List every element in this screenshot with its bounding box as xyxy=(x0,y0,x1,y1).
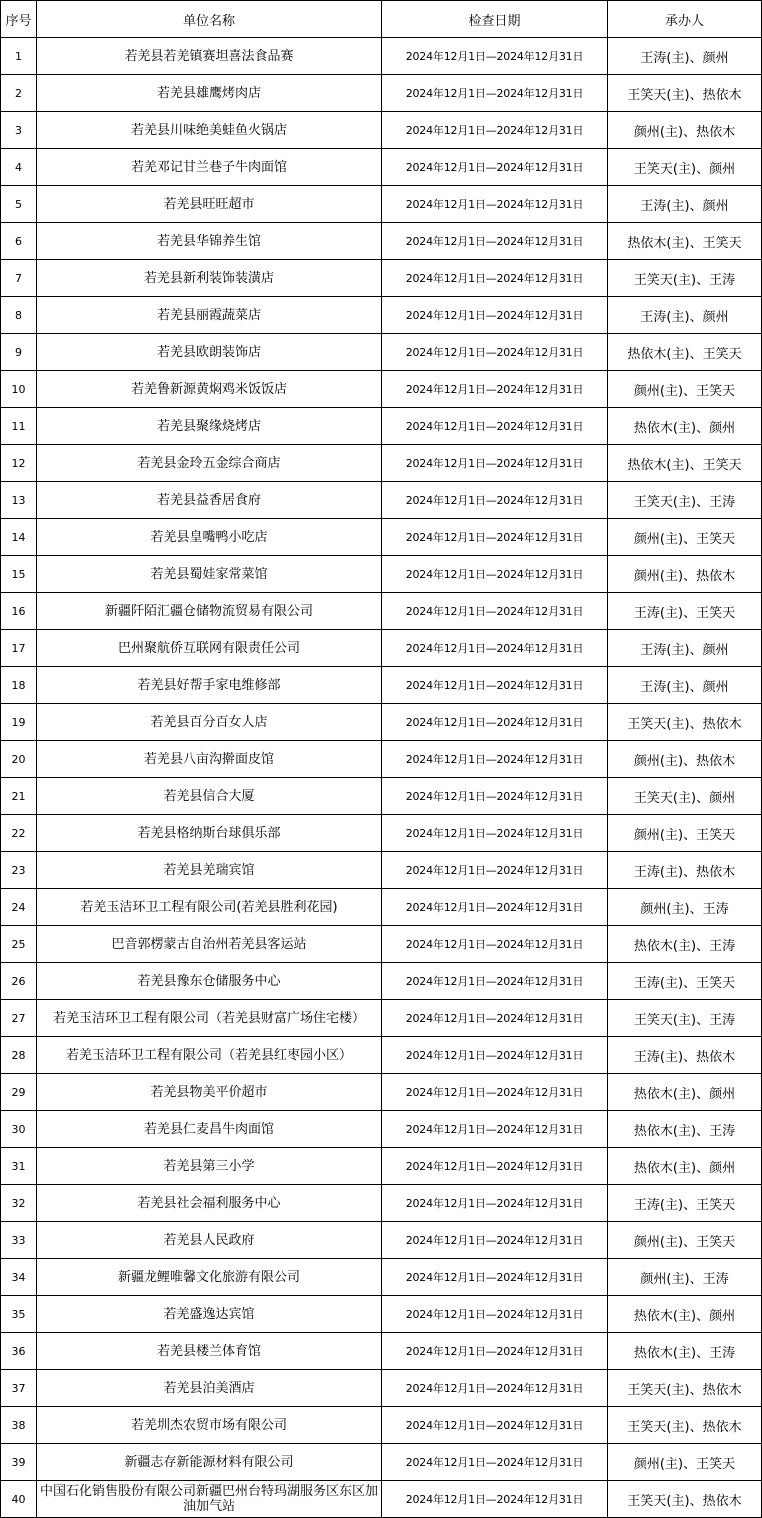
serial-number-cell: 23 xyxy=(1,852,37,889)
responsible-staff-cell: 热依木(主)、王涛 xyxy=(608,926,762,963)
serial-number-cell: 10 xyxy=(1,371,37,408)
unit-name-cell: 若羌县人民政府 xyxy=(37,1222,382,1259)
table-row xyxy=(1,1148,762,1185)
serial-number-cell: 32 xyxy=(1,1185,37,1222)
responsible-staff-cell: 热依木(主)、王涛 xyxy=(608,1111,762,1148)
unit-name-cell: 若羌县好帮手家电维修部 xyxy=(37,667,382,704)
table-row xyxy=(1,334,762,371)
responsible-staff-cell: 王涛(主)、王笑天 xyxy=(608,593,762,630)
responsible-staff-cell: 热依木(主)、王笑天 xyxy=(608,445,762,482)
inspection-date-cell: 2024年12月1日—2024年12月31日 xyxy=(382,741,608,778)
inspection-date-cell: 2024年12月1日—2024年12月31日 xyxy=(382,186,608,223)
inspection-date-cell: 2024年12月1日—2024年12月31日 xyxy=(382,1037,608,1074)
unit-name-cell: 若羌县丽霞蔬菜店 xyxy=(37,297,382,334)
unit-name-cell: 若羌县仁麦昌牛肉面馆 xyxy=(37,1111,382,1148)
inspection-date-cell: 2024年12月1日—2024年12月31日 xyxy=(382,1481,608,1518)
inspection-date-cell: 2024年12月1日—2024年12月31日 xyxy=(382,1000,608,1037)
unit-name-cell: 若羌县豫东仓储服务中心 xyxy=(37,963,382,1000)
inspection-date-cell: 2024年12月1日—2024年12月31日 xyxy=(382,223,608,260)
serial-number-cell: 22 xyxy=(1,815,37,852)
inspection-date-cell: 2024年12月1日—2024年12月31日 xyxy=(382,334,608,371)
responsible-staff-cell: 颜州(主)、王笑天 xyxy=(608,519,762,556)
header-unit-name: 单位名称 xyxy=(37,1,382,38)
table-row xyxy=(1,741,762,778)
unit-name-cell: 若羌县新利装饰装潢店 xyxy=(37,260,382,297)
responsible-staff-cell: 颜州(主)、王笑天 xyxy=(608,1444,762,1481)
table-row xyxy=(1,186,762,223)
inspection-date-cell: 2024年12月1日—2024年12月31日 xyxy=(382,1074,608,1111)
table-row xyxy=(1,1185,762,1222)
serial-number-cell: 20 xyxy=(1,741,37,778)
unit-name-cell: 新疆志存新能源材料有限公司 xyxy=(37,1444,382,1481)
responsible-staff-cell: 王涛(主)、王笑天 xyxy=(608,963,762,1000)
inspection-date-cell: 2024年12月1日—2024年12月31日 xyxy=(382,112,608,149)
serial-number-cell: 29 xyxy=(1,1074,37,1111)
unit-name-cell: 若羌县八亩沟擀面皮馆 xyxy=(37,741,382,778)
responsible-staff-cell: 热依木(主)、颜州 xyxy=(608,1074,762,1111)
responsible-staff-cell: 王笑天(主)、颜州 xyxy=(608,778,762,815)
table-row xyxy=(1,630,762,667)
unit-name-cell: 若羌县泊美酒店 xyxy=(37,1370,382,1407)
serial-number-cell: 39 xyxy=(1,1444,37,1481)
inspection-date-cell: 2024年12月1日—2024年12月31日 xyxy=(382,1296,608,1333)
inspection-date-cell: 2024年12月1日—2024年12月31日 xyxy=(382,852,608,889)
responsible-staff-cell: 王涛(主)、颜州 xyxy=(608,667,762,704)
responsible-staff-cell: 热依木(主)、王笑天 xyxy=(608,223,762,260)
responsible-staff-cell: 热依木(主)、颜州 xyxy=(608,1148,762,1185)
responsible-staff-cell: 颜州(主)、王涛 xyxy=(608,889,762,926)
serial-number-cell: 1 xyxy=(1,38,37,75)
serial-number-cell: 30 xyxy=(1,1111,37,1148)
serial-number-cell: 12 xyxy=(1,445,37,482)
inspection-date-cell: 2024年12月1日—2024年12月31日 xyxy=(382,1259,608,1296)
table-row xyxy=(1,482,762,519)
table-row xyxy=(1,704,762,741)
table-row xyxy=(1,223,762,260)
unit-name-cell: 若羌县皇嘴鸭小吃店 xyxy=(37,519,382,556)
serial-number-cell: 33 xyxy=(1,1222,37,1259)
responsible-staff-cell: 王笑天(主)、王涛 xyxy=(608,482,762,519)
unit-name-cell: 若羌县川味绝美蛙鱼火锅店 xyxy=(37,112,382,149)
serial-number-cell: 11 xyxy=(1,408,37,445)
serial-number-cell: 4 xyxy=(1,149,37,186)
serial-number-cell: 35 xyxy=(1,1296,37,1333)
unit-name-cell: 若羌县聚缘烧烤店 xyxy=(37,408,382,445)
table-header-row xyxy=(1,1,762,38)
header-responsible-staff: 承办人 xyxy=(608,1,762,38)
serial-number-cell: 9 xyxy=(1,334,37,371)
responsible-staff-cell: 王笑天(主)、颜州 xyxy=(608,149,762,186)
unit-name-cell: 若羌玉洁环卫工程有限公司（若羌县红枣园小区） xyxy=(37,1037,382,1074)
table-row xyxy=(1,1111,762,1148)
unit-name-cell: 若羌县百分百女人店 xyxy=(37,704,382,741)
unit-name-cell: 若羌县蜀娃家常菜馆 xyxy=(37,556,382,593)
serial-number-cell: 27 xyxy=(1,1000,37,1037)
serial-number-cell: 28 xyxy=(1,1037,37,1074)
unit-name-cell: 若羌县物美平价超市 xyxy=(37,1074,382,1111)
unit-name-cell: 若羌县华锦养生馆 xyxy=(37,223,382,260)
table-row xyxy=(1,75,762,112)
responsible-staff-cell: 王笑天(主)、热依木 xyxy=(608,704,762,741)
table-row xyxy=(1,1000,762,1037)
inspection-date-cell: 2024年12月1日—2024年12月31日 xyxy=(382,1333,608,1370)
unit-name-cell: 若羌县益香居食府 xyxy=(37,482,382,519)
responsible-staff-cell: 王涛(主)、王笑天 xyxy=(608,1185,762,1222)
unit-name-cell: 新疆龙鲤唯馨文化旅游有限公司 xyxy=(37,1259,382,1296)
inspection-date-cell: 2024年12月1日—2024年12月31日 xyxy=(382,889,608,926)
inspection-date-cell: 2024年12月1日—2024年12月31日 xyxy=(382,556,608,593)
serial-number-cell: 13 xyxy=(1,482,37,519)
table-row xyxy=(1,593,762,630)
table-row xyxy=(1,371,762,408)
serial-number-cell: 19 xyxy=(1,704,37,741)
serial-number-cell: 15 xyxy=(1,556,37,593)
inspection-date-cell: 2024年12月1日—2024年12月31日 xyxy=(382,667,608,704)
responsible-staff-cell: 热依木(主)、颜州 xyxy=(608,1296,762,1333)
inspection-date-cell: 2024年12月1日—2024年12月31日 xyxy=(382,408,608,445)
table-row xyxy=(1,408,762,445)
responsible-staff-cell: 王涛(主)、热依木 xyxy=(608,1037,762,1074)
unit-name-cell: 中国石化销售股份有限公司新疆巴州台特玛湖服务区东区加油加气站 xyxy=(37,1481,382,1518)
serial-number-cell: 8 xyxy=(1,297,37,334)
inspection-date-cell: 2024年12月1日—2024年12月31日 xyxy=(382,1185,608,1222)
unit-name-cell: 若羌县金玲五金综合商店 xyxy=(37,445,382,482)
unit-name-cell: 若羌玉洁环卫工程有限公司(若羌县胜利花园) xyxy=(37,889,382,926)
unit-name-cell: 巴音郭楞蒙古自治州若羌县客运站 xyxy=(37,926,382,963)
unit-name-cell: 若羌县信合大厦 xyxy=(37,778,382,815)
responsible-staff-cell: 王笑天(主)、热依木 xyxy=(608,1370,762,1407)
serial-number-cell: 40 xyxy=(1,1481,37,1518)
table-row xyxy=(1,1037,762,1074)
inspection-date-cell: 2024年12月1日—2024年12月31日 xyxy=(382,1222,608,1259)
table-row xyxy=(1,852,762,889)
header-inspection-date: 检查日期 xyxy=(382,1,608,38)
inspection-date-cell: 2024年12月1日—2024年12月31日 xyxy=(382,815,608,852)
responsible-staff-cell: 热依木(主)、王涛 xyxy=(608,1333,762,1370)
unit-name-cell: 若羌邓记甘兰巷子牛肉面馆 xyxy=(37,149,382,186)
responsible-staff-cell: 热依木(主)、颜州 xyxy=(608,408,762,445)
unit-name-cell: 若羌县若羌镇赛坦喜法食品赛 xyxy=(37,38,382,75)
table-row xyxy=(1,1444,762,1481)
table-row xyxy=(1,1259,762,1296)
table-row xyxy=(1,1222,762,1259)
responsible-staff-cell: 王笑天(主)、王涛 xyxy=(608,1000,762,1037)
serial-number-cell: 31 xyxy=(1,1148,37,1185)
serial-number-cell: 6 xyxy=(1,223,37,260)
serial-number-cell: 17 xyxy=(1,630,37,667)
inspection-date-cell: 2024年12月1日—2024年12月31日 xyxy=(382,778,608,815)
inspection-date-cell: 2024年12月1日—2024年12月31日 xyxy=(382,519,608,556)
unit-name-cell: 若羌县格纳斯台球俱乐部 xyxy=(37,815,382,852)
serial-number-cell: 14 xyxy=(1,519,37,556)
inspection-date-cell: 2024年12月1日—2024年12月31日 xyxy=(382,1407,608,1444)
inspection-date-cell: 2024年12月1日—2024年12月31日 xyxy=(382,1148,608,1185)
serial-number-cell: 24 xyxy=(1,889,37,926)
unit-name-cell: 若羌圳杰农贸市场有限公司 xyxy=(37,1407,382,1444)
unit-name-cell: 若羌县社会福利服务中心 xyxy=(37,1185,382,1222)
inspection-date-cell: 2024年12月1日—2024年12月31日 xyxy=(382,926,608,963)
table-row xyxy=(1,1333,762,1370)
serial-number-cell: 2 xyxy=(1,75,37,112)
responsible-staff-cell: 王涛(主)、热依木 xyxy=(608,852,762,889)
header-serial-number: 序号 xyxy=(1,1,37,38)
inspection-date-cell: 2024年12月1日—2024年12月31日 xyxy=(382,482,608,519)
serial-number-cell: 3 xyxy=(1,112,37,149)
unit-name-cell: 若羌县旺旺超市 xyxy=(37,186,382,223)
serial-number-cell: 7 xyxy=(1,260,37,297)
responsible-staff-cell: 颜州(主)、热依木 xyxy=(608,556,762,593)
unit-name-cell: 若羌盛逸达宾馆 xyxy=(37,1296,382,1333)
inspection-date-cell: 2024年12月1日—2024年12月31日 xyxy=(382,445,608,482)
unit-name-cell: 若羌县楼兰体育馆 xyxy=(37,1333,382,1370)
inspection-date-cell: 2024年12月1日—2024年12月31日 xyxy=(382,149,608,186)
responsible-staff-cell: 王涛(主)、颜州 xyxy=(608,38,762,75)
table-row xyxy=(1,815,762,852)
serial-number-cell: 16 xyxy=(1,593,37,630)
responsible-staff-cell: 王笑天(主)、热依木 xyxy=(608,1481,762,1518)
serial-number-cell: 34 xyxy=(1,1259,37,1296)
responsible-staff-cell: 王笑天(主)、热依木 xyxy=(608,75,762,112)
responsible-staff-cell: 颜州(主)、王涛 xyxy=(608,1259,762,1296)
serial-number-cell: 36 xyxy=(1,1333,37,1370)
inspection-date-cell: 2024年12月1日—2024年12月31日 xyxy=(382,963,608,1000)
table-row xyxy=(1,963,762,1000)
table-row xyxy=(1,445,762,482)
inspection-date-cell: 2024年12月1日—2024年12月31日 xyxy=(382,371,608,408)
table-row xyxy=(1,1370,762,1407)
serial-number-cell: 21 xyxy=(1,778,37,815)
unit-name-cell: 若羌玉洁环卫工程有限公司（若羌县财富广场住宅楼） xyxy=(37,1000,382,1037)
table-row xyxy=(1,889,762,926)
unit-name-cell: 若羌鲁新源黄焖鸡米饭饭店 xyxy=(37,371,382,408)
serial-number-cell: 38 xyxy=(1,1407,37,1444)
inspection-date-cell: 2024年12月1日—2024年12月31日 xyxy=(382,593,608,630)
responsible-staff-cell: 王涛(主)、颜州 xyxy=(608,630,762,667)
unit-name-cell: 若羌县欧朗装饰店 xyxy=(37,334,382,371)
table-row xyxy=(1,1074,762,1111)
unit-name-cell: 若羌县雄鹰烤肉店 xyxy=(37,75,382,112)
responsible-staff-cell: 颜州(主)、王笑天 xyxy=(608,1222,762,1259)
serial-number-cell: 37 xyxy=(1,1370,37,1407)
table-row xyxy=(1,519,762,556)
table-row xyxy=(1,297,762,334)
responsible-staff-cell: 颜州(主)、热依木 xyxy=(608,741,762,778)
serial-number-cell: 5 xyxy=(1,186,37,223)
table-row xyxy=(1,260,762,297)
inspection-date-cell: 2024年12月1日—2024年12月31日 xyxy=(382,1370,608,1407)
responsible-staff-cell: 王涛(主)、颜州 xyxy=(608,297,762,334)
unit-name-cell: 若羌县第三小学 xyxy=(37,1148,382,1185)
inspection-date-cell: 2024年12月1日—2024年12月31日 xyxy=(382,297,608,334)
inspection-date-cell: 2024年12月1日—2024年12月31日 xyxy=(382,1444,608,1481)
serial-number-cell: 26 xyxy=(1,963,37,1000)
table-row xyxy=(1,1481,762,1518)
table-row xyxy=(1,667,762,704)
responsible-staff-cell: 王笑天(主)、王涛 xyxy=(608,260,762,297)
table-row xyxy=(1,112,762,149)
table-body xyxy=(1,38,762,1518)
serial-number-cell: 18 xyxy=(1,667,37,704)
serial-number-cell: 25 xyxy=(1,926,37,963)
inspection-date-cell: 2024年12月1日—2024年12月31日 xyxy=(382,38,608,75)
inspection-date-cell: 2024年12月1日—2024年12月31日 xyxy=(382,260,608,297)
responsible-staff-cell: 王涛(主)、颜州 xyxy=(608,186,762,223)
table-row xyxy=(1,38,762,75)
responsible-staff-cell: 颜州(主)、热依木 xyxy=(608,112,762,149)
responsible-staff-cell: 热依木(主)、王笑天 xyxy=(608,334,762,371)
table-row xyxy=(1,926,762,963)
inspection-date-cell: 2024年12月1日—2024年12月31日 xyxy=(382,75,608,112)
unit-name-cell: 若羌县羌瑞宾馆 xyxy=(37,852,382,889)
table-row xyxy=(1,1296,762,1333)
inspection-date-cell: 2024年12月1日—2024年12月31日 xyxy=(382,704,608,741)
responsible-staff-cell: 王笑天(主)、热依木 xyxy=(608,1407,762,1444)
unit-name-cell: 巴州聚航侨互联网有限责任公司 xyxy=(37,630,382,667)
table-row xyxy=(1,778,762,815)
table-row xyxy=(1,556,762,593)
table-row xyxy=(1,1407,762,1444)
table-row xyxy=(1,149,762,186)
responsible-staff-cell: 颜州(主)、王笑天 xyxy=(608,815,762,852)
inspection-date-cell: 2024年12月1日—2024年12月31日 xyxy=(382,630,608,667)
inspection-date-cell: 2024年12月1日—2024年12月31日 xyxy=(382,1111,608,1148)
unit-name-cell: 新疆阡陌汇疆仓储物流贸易有限公司 xyxy=(37,593,382,630)
responsible-staff-cell: 颜州(主)、王笑天 xyxy=(608,371,762,408)
